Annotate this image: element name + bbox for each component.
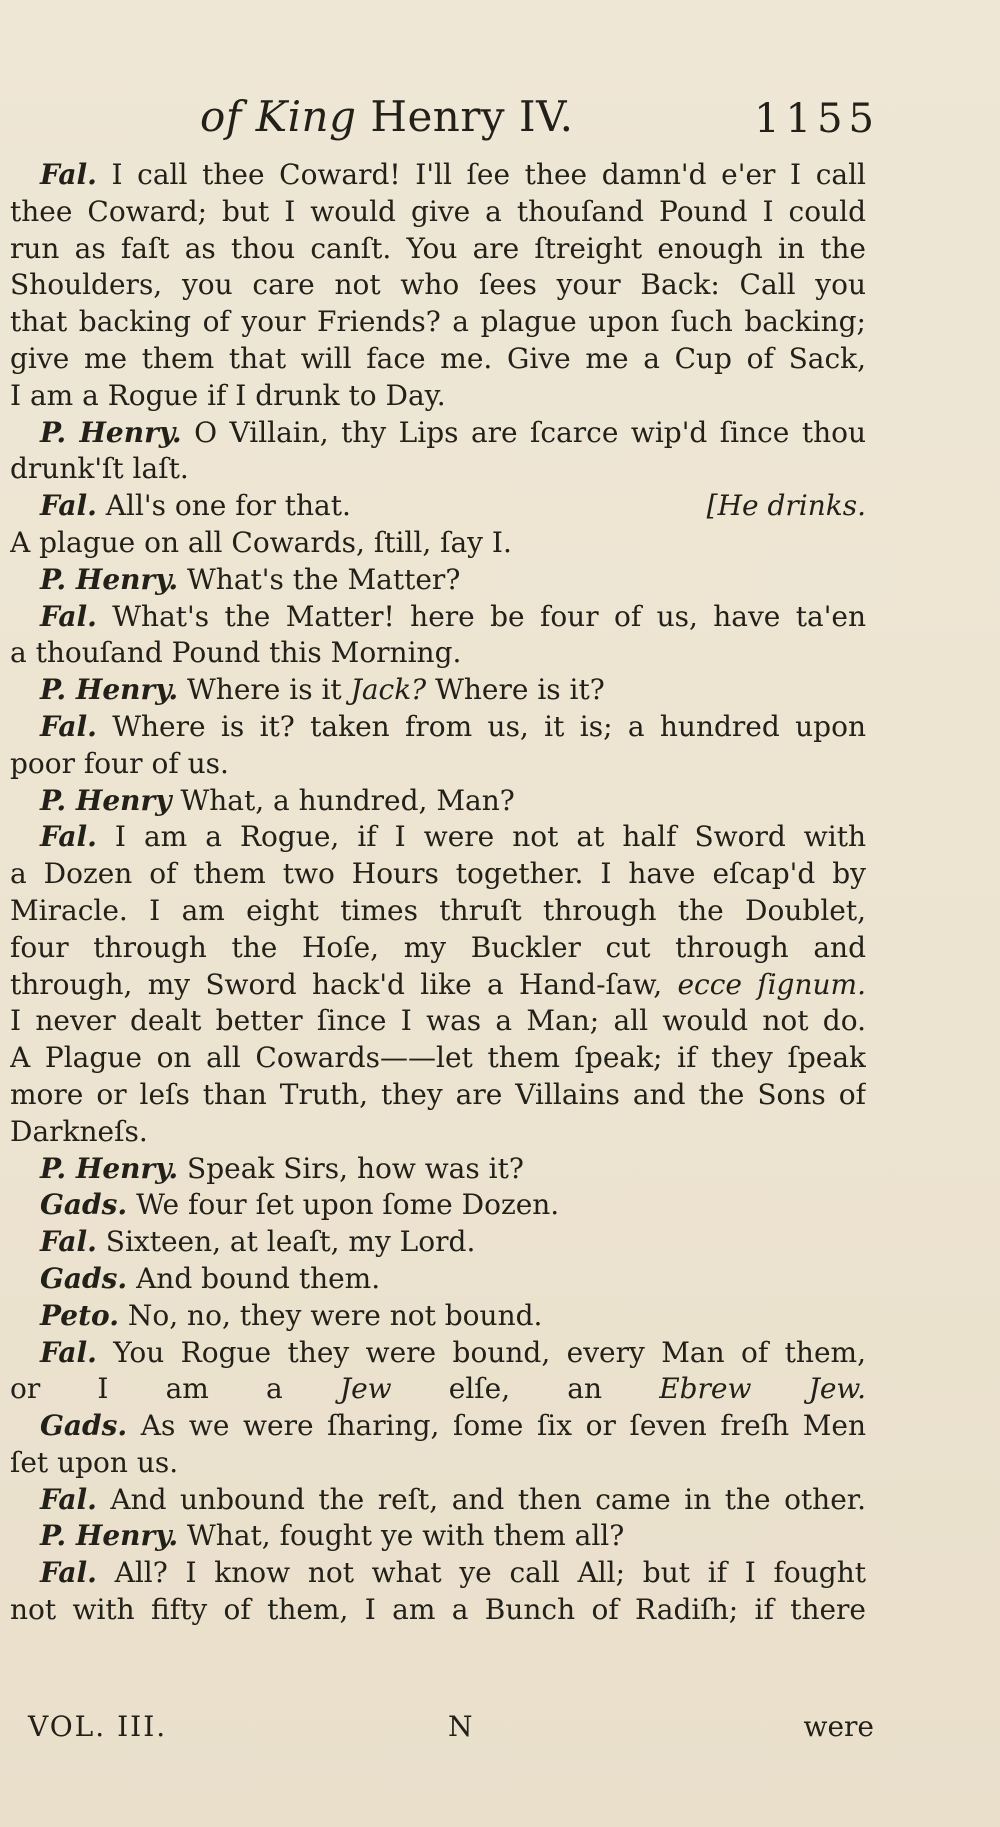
line-text: I call thee Coward! I'll ſee thee damn'd e'er I call [111,158,866,191]
line-text: Where is it? taken from us, it is; a hundred upon [112,709,866,743]
text-line [10,1482,866,1519]
speaker-name: P. Henry. [40,415,182,449]
line-text: All? I know not what ye call All; but if I fought [114,1556,866,1590]
running-header [0,92,1000,152]
line-text: thee Coward; but I would give a thouſand Pound I could [10,194,866,228]
line-text: Sixteen, at leaſt, my Lord. [105,1225,476,1259]
text-line [10,1077,866,1114]
text-line [10,194,866,231]
text-line [10,967,866,1004]
speaker-name: Fal. [40,1335,97,1369]
text-line [10,709,866,746]
speaker-name: Fal. [40,599,97,633]
line-text: that backing of your Friends? a plague upon ſuch backing; [10,305,866,339]
text-line [10,1408,866,1445]
line-text: You Rogue they were bound, every Man of them, [113,1335,866,1369]
speaker-name: P. Henry. [40,1151,179,1185]
text-line [10,1298,866,1335]
running-title-of: of [200,92,242,141]
line-text: All's one for that. [105,489,351,523]
line-text: Where is it [187,673,342,707]
text-line [10,819,866,856]
speaker-name: Peto. [40,1298,119,1332]
text-line [10,1518,866,1555]
text-line [10,635,866,672]
line-text: A plague on all Cowards, ſtill, ſay I. [10,525,512,559]
text-line [10,672,866,709]
text-line [10,930,866,967]
line-text: not with fifty of them, I am a Bunch of Radiſh; if there [10,1593,866,1627]
running-title-rest: Henry IV. [370,92,574,141]
line-text: Miracle. I am eight times thruſt through the Doublet, [10,893,866,927]
running-title [200,92,573,141]
line-text: Speak Sirs, how was it? [187,1151,524,1185]
line-text: run as faſt as thou canſt. You are ſtreight enough in the [10,231,866,265]
speaker-name: Fal. [40,158,97,191]
line-text: And bound them. [136,1261,381,1295]
line-text: I never dealt better ſince I was a Man; all would not do. [10,1004,866,1038]
speaker-name: Fal. [40,1556,97,1590]
text-line [10,304,866,341]
speaker-name: P. Henry [40,783,172,817]
line-text: through, my Sword hack'd like a Hand-ſaw, [10,967,663,1001]
line-text: What, a hundred, Man? [180,783,515,817]
text-line [10,415,866,452]
text-line [10,1555,866,1592]
italic-text: Jew [339,1372,392,1406]
text-line [10,525,866,562]
text-line [10,1261,866,1298]
speaker-name: Fal. [40,1225,97,1259]
line-text: poor four of us. [10,746,229,780]
text-line [10,1445,866,1482]
text-line [10,783,866,820]
speaker-name: P. Henry. [40,673,179,707]
text-line [10,341,866,378]
line-text: What's the Matter! here be four of us, have ta'en [112,599,866,633]
text-line [10,157,866,194]
text-line [10,1187,866,1224]
speaker-name: Gads. [40,1188,128,1222]
text-line [10,599,866,636]
running-title-king: King [255,92,357,141]
text-line [10,488,866,525]
speaker-name: Gads. [40,1409,128,1443]
text-line [10,451,866,488]
speaker-name: Fal. [40,709,97,743]
text-line [10,893,866,930]
speaker-name: Fal. [40,1482,97,1516]
text-line [10,1151,866,1188]
text-line [10,1040,866,1077]
line-text: more or leſs than Truth, they are Villains and the Sons of [10,1077,866,1111]
text-line [10,1224,866,1261]
line-text: Where is it? [435,673,605,707]
italic-text: Jack? [350,673,427,707]
line-text: We four ſet upon ſome Dozen. [136,1188,560,1222]
line-text: And unbound the reſt, and then came in the other. [110,1482,866,1516]
line-text: ſet upon us. [10,1445,179,1479]
text-line [10,1371,866,1408]
line-text: O Villain, thy Lips are ſcarce wip'd ſince thou [194,415,866,449]
line-text: What, fought ye with them all? [187,1519,625,1553]
text-line [10,1003,866,1040]
line-text: Shoulders, you care not who ſees your Back: Call you [10,268,866,302]
italic-text: ecce ſignum. [677,967,866,1001]
play-text [10,157,866,1629]
signature-mark: N [448,1710,473,1743]
line-text: I am a Rogue, if I were not at half Sword with [114,820,866,854]
catchword: were [803,1710,874,1743]
speaker-name: Gads. [40,1261,128,1295]
page-number: 1155 [754,96,880,142]
speaker-name: Fal. [40,489,97,523]
speaker-name: P. Henry. [40,562,179,596]
text-line [10,1114,866,1151]
text-line [10,378,866,415]
volume-label: VOL. III. [28,1710,168,1743]
line-text: A Plague on all Cowards——let them ſpeak; if they ſpeak [10,1041,866,1075]
text-line [10,231,866,268]
line-text: As we were ſharing, ſome ſix or ſeven freſh Men [140,1409,866,1443]
line-text: Darkneſs. [10,1114,148,1148]
text-line [10,856,866,893]
text-line [10,1592,866,1629]
line-text: four through the Hoſe, my Buckler cut through and [10,930,866,964]
text-line [10,1335,866,1372]
speaker-name: P. Henry. [40,1519,179,1553]
line-text: No, no, they were not bound. [127,1298,543,1332]
line-text: give me them that will face me. Give me a Cup of Sack, [10,341,866,375]
line-text: I am a Rogue if I drunk to Day. [10,378,446,412]
line-text: or I am a [10,1372,283,1406]
speaker-name: Fal. [40,820,97,854]
line-left [40,488,351,525]
line-text: a thouſand Pound this Morning. [10,636,462,670]
line-text: elſe, an [448,1372,603,1406]
text-line [10,562,866,599]
line-text: What's the Matter? [187,562,461,596]
line-text: a Dozen of them two Hours together. I have eſcap'd by [10,857,866,891]
stage-direction: [He drinks. [706,489,866,523]
page-footer [28,1710,874,1750]
text-line [10,746,866,783]
text-line [10,267,866,304]
italic-text: Ebrew Jew. [659,1372,866,1406]
line-text: drunk'ſt laſt. [10,452,189,486]
